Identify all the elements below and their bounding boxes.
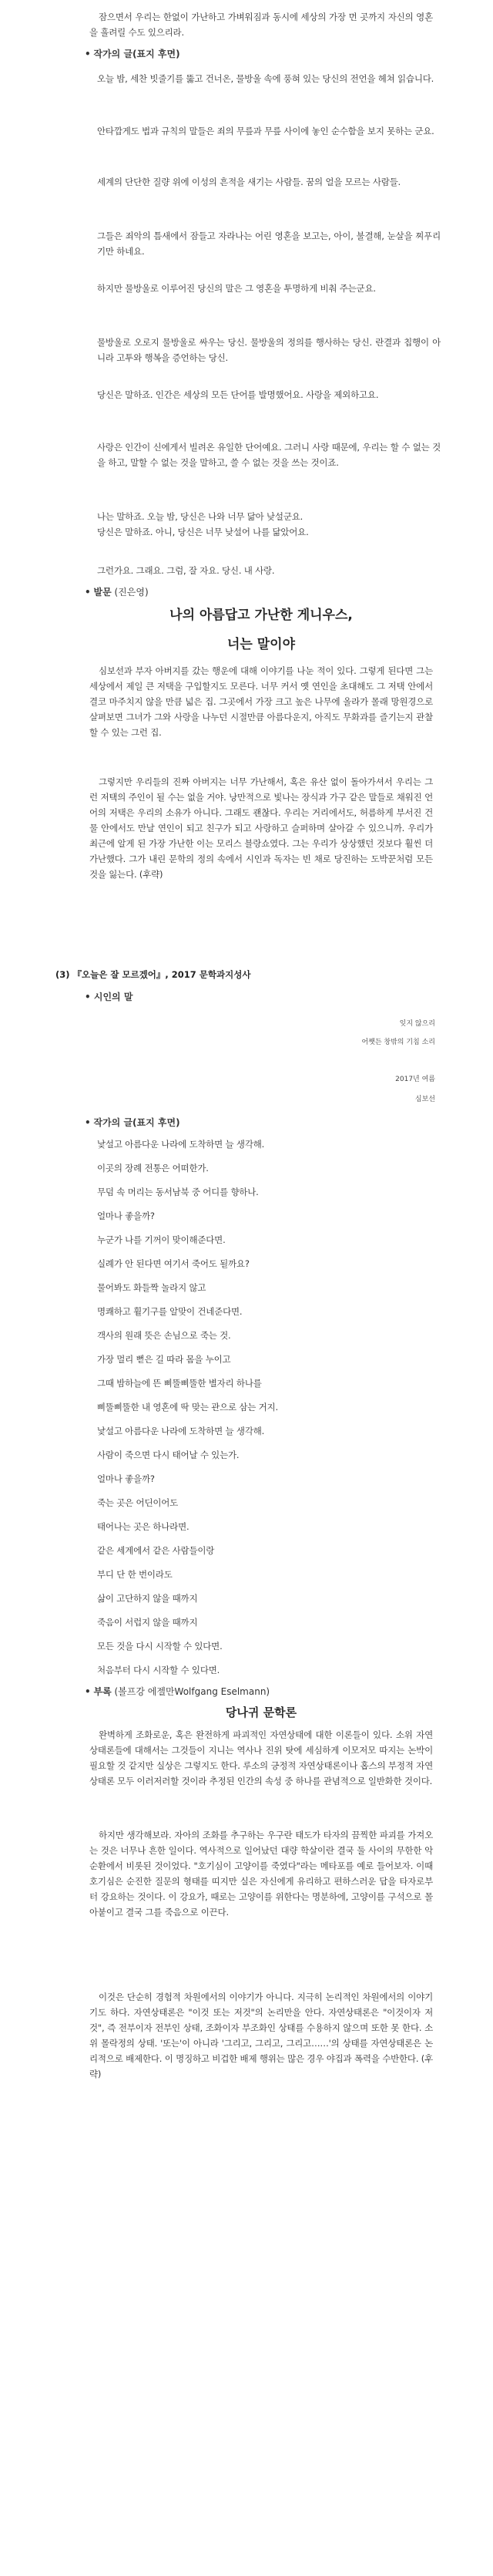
appendix-paragraph: 완벽하게 조화로운, 혹은 완전하게 파괴적인 자연상태에 대한 이론들이 있다. 소위 자연상태론들에 대해서는 그것들이 지니는 역사나 진위 탓에 세심하게 이모저모 따지는 논박이 필요할 것 같지만 실상은 그렇지도 한다. 루소의 긍정적 자연상태론이나 홉스의 부정적 자연상태론 모두 이러저러할 것이라 추정된 인간의 속성 중 하나를 관념적으로 일반화한 것이다.	[89, 1729, 433, 1786]
poem-stanza: 그들은 죄악의 틈새에서 잠들고 자라나는 어린 영혼을 보고는, 아이, 불결해, 눈살을 찌푸리기만 하네요.	[97, 231, 441, 257]
poem-line: 낯설고 아름다운 나라에 도착하면 늘 생각해.	[97, 1139, 265, 1150]
review-1-title-line-2: 너는 말이야	[226, 637, 296, 652]
review-1-paragraph: 그렇지만 우리들의 진짜 아버지는 너무 가난해서, 혹은 유산 없이 돌아가셔서 우리는 그런 저택의 주인이 될 수는 없을 거야. 낭만적으로 빛나는 장식과 가구 같은 말들로 채워진 언어의 저택은 우리의 소유가 아니다. 그래도 괜찮다. 우리는 거리에서도, 허름하게 부서진 건물 안에서도 만날 연인이 되고 친구가 되고 사랑하고 슬퍼하며 살아갈 수 있으니까. 우리가 최근에 알게 된 가장 가난한 이는 모리스 블랑쇼였다. 그는 우리가 상상했던 것보다 훨씬 더 가난했다. 그가 내린 문학의 정의 속에서 시인과 독자는 빈 채로 당진하는 도박꾼처럼 모든 것을 잃는다. (후략)	[89, 776, 433, 880]
poem-line: 삐뚤삐뚤한 내 영혼에 딱 맞는 관으로 삼는 거지.	[97, 1402, 278, 1413]
section-3-subtitle-text: 시인의 말	[93, 992, 133, 1002]
poem-line: 무덤 속 머리는 동서남북 중 어디를 향하나.	[97, 1187, 259, 1197]
poem-line: 같은 세계에서 같은 사람들이랑	[97, 1545, 215, 1556]
section-3-title: 『오늘은 잘 모르겠어』, 2017 문학과지성사	[72, 969, 251, 980]
section-3-number: (3)	[55, 969, 70, 980]
afterword-1-label-text: 작가의 글(표지 후면)	[93, 49, 180, 59]
poem-line: 물어봐도 화들짝 놀라지 않고	[97, 1282, 206, 1293]
bullet: •	[85, 1117, 91, 1128]
appendix-author: (볼프강 에젤만Wolfgang Eselmann)	[111, 1686, 270, 1697]
appendix-label-text: 부록	[93, 1686, 112, 1697]
appendix-paragraph: 하지만 생각해보라. 자아의 조화를 추구하는 우구란 태도가 타자의 끔찍한 파괴를 가져오는 것은 너무나 흔한 일이다. 역사적으로 일어났던 대량 학살이란 결국 둘 사이의 무한한 악순환에서 비롯된 것이었다. "호기심이 고양이를 죽였다"라는 메타포를 예로 들어보자. 이때 호기심은 순진한 질문의 형태를 띠지만 실은 자신에게 유리하고 편하스러운 답을 타자로부터 강요하는 것이다. 이 강요가, 때로는 고양이를 위한다는 명분하에, 고양이를 구석으로 몰아붙이고 결국 그를 죽음으로 이끈다.	[89, 1830, 433, 1918]
poem-line: 낯설고 아름다운 나라에 도착하면 늘 생각해.	[97, 1426, 265, 1436]
epigraph-line: 어쨋든 창밖의 기침 소리	[361, 1039, 435, 1046]
poem-stanza: 물방울로 오로지 물방울로 싸우는 당신. 물방울의 정의를 행사하는 당신. 란결과 칩행이 아니라 고투와 행복을 증언하는 당신.	[97, 337, 441, 363]
section-3-heading	[55, 967, 250, 982]
afterword-2-label	[85, 1115, 180, 1130]
appendix-label	[85, 1684, 270, 1699]
afterword-1-label	[85, 46, 180, 62]
poem-line: 삶이 고단하지 않을 때까지	[97, 1593, 198, 1604]
bullet: •	[85, 49, 91, 59]
poem-stanza: 당신은 말하죠. 인간은 세상의 모든 단어를 발명했어요. 사랑을 제외하고요.	[97, 389, 379, 400]
poem-line: 얼마나 좋을까?	[97, 1473, 155, 1484]
poem-stanza: 안타깝게도 법과 규칙의 말들은 죄의 무릎과 무릎 사이에 놓인 순수함을 보지 못하는 군요.	[97, 126, 434, 136]
poem-line: 실례가 안 된다면 여기서 죽어도 될까요?	[97, 1258, 250, 1269]
bullet: •	[85, 1686, 91, 1697]
poem-stanza: 오늘 밤, 세찬 빗줄기를 뚫고 건너온, 물방울 속에 풍혀 있는 당신의 전언을 헤쳐 읽습니다.	[97, 73, 434, 84]
appendix-paragraph: 이것은 단순히 경험적 차원에서의 이야기가 아니다. 지극히 논리적인 차원에서의 이야기기도 하다. 자연상태론은 "이것 또는 저것"의 논리만을 안다. 자연상태론은 "이것이자 저것", 즉 전부이자 전부인 상태, 조화이자 부조화인 상태를 수용하지 않으며 또한 못 한다. 소위 몰락정의 상태. '또는'이 아니라 '그리고, 그리고, 그리고……'의 상태를 자연상태론은 논리적으로 배제한다. 이 명징하고 비겁한 배제 행위는 많은 경우 야집과 폭력을 수반한다. (후략)	[89, 1992, 433, 2079]
poem-line: 이곳의 장례 전통은 어떠한가.	[97, 1163, 209, 1174]
review-1-label-text: 발문	[93, 587, 112, 598]
section-3-subtitle	[85, 989, 132, 1005]
afterword-2-label-text: 작가의 글(표지 후면)	[93, 1117, 180, 1128]
poem-line: 그때 밤하늘에 뜬 삐뚤삐뚤한 별자리 하나를	[97, 1378, 262, 1389]
poem-line: 얼마나 좋을까?	[97, 1211, 155, 1221]
poem-line: 명쾌하고 휠기구를 알맞이 건네준다면.	[97, 1306, 243, 1317]
poem-line: 부디 단 한 번이라도	[97, 1569, 173, 1580]
appendix-title: 당나귀 문학론	[225, 1706, 297, 1719]
poem-line: 죽는 곳은 어딘이어도	[97, 1497, 179, 1508]
poem-stanza: 하지만 물방울로 이루어진 당신의 말은 그 영혼을 투명하게 비춰 주는군요.	[97, 283, 376, 294]
poem-stanza: 그런가요. 그래요. 그럼, 잘 자요. 당신. 내 사랑.	[97, 565, 275, 576]
poem-line: 죽음이 서럽지 않을 때까지	[97, 1617, 198, 1628]
poem-stanza: 사랑은 인간이 신에게서 빌려온 유일한 단어예요. 그러니 사랑 때문에, 우리는 할 수 없는 것을 하고, 말할 수 없는 것을 말하고, 쓸 수 없는 것을 쓰는 것이죠.	[97, 442, 441, 468]
epigraph-signature: 심보선	[414, 1096, 435, 1103]
bullet: •	[85, 992, 91, 1002]
poem-line: 사람이 죽으면 다시 태어날 수 있는가.	[97, 1450, 240, 1460]
poem-line: 태어나는 곳은 하나라면.	[97, 1521, 189, 1532]
review-1-title-line-1: 나의 아름답고 가난한 게니우스,	[169, 608, 353, 623]
poem-line: 모든 것을 다시 시작할 수 있다면.	[97, 1641, 223, 1652]
epigraph-line: 잊지 않으리	[399, 1020, 435, 1028]
review-1-paragraph: 심보선과 부자 아버지를 갔는 행운에 대해 이야기를 나눈 적이 있다. 그렇게 된다면 그는 세상에서 제일 큰 저택을 구입할지도 모른다. 너무 커서 옛 연인을 초대해도 그 저택 안에서 결코 마주치지 않을 만큼 넓은 집. 그곳에서 가장 크고 높은 나무에 올라가 몰래 망원경으로 살펴보면 그녀가 그와 사랑을 나누던 시절만큼 아름다운지, 아직도 무화과를 즐기는지 관찰할 수 있는 그런 집.	[89, 665, 433, 738]
poem-line: 누군가 나를 기꺼이 맞이해준다면.	[97, 1234, 226, 1245]
bullet: •	[85, 587, 91, 598]
review-1-author: (진은영)	[111, 587, 149, 598]
review-1-label	[85, 584, 149, 600]
poem-line: 가장 멀리 뻗은 길 따라 몸을 누이고	[97, 1354, 231, 1365]
poem-line: 객사의 원래 뜻은 손님으로 죽는 것.	[97, 1330, 231, 1341]
intro-paragraph: 잠으면서 우리는 한없이 가난하고 가벼워짐과 동시에 세상의 가장 먼 곳까지 자신의 영혼을 흘려릴 수도 있으리라.	[89, 12, 433, 38]
poem-stanza: 나는 말하죠. 오늘 밤, 당신은 나와 너무 닮아 낮설군요. 당신은 말하죠. 아니, 당신은 너무 낮설어 나를 닮았어요.	[97, 511, 309, 537]
poem-stanza: 세계의 단단한 질량 위에 이성의 흔적을 새기는 사람들. 꿈의 얼을 모르는 사람들.	[97, 177, 401, 187]
epigraph-date: 2017년 여름	[395, 1076, 435, 1083]
poem-line: 처음부터 다시 시작할 수 있다면.	[97, 1665, 220, 1675]
